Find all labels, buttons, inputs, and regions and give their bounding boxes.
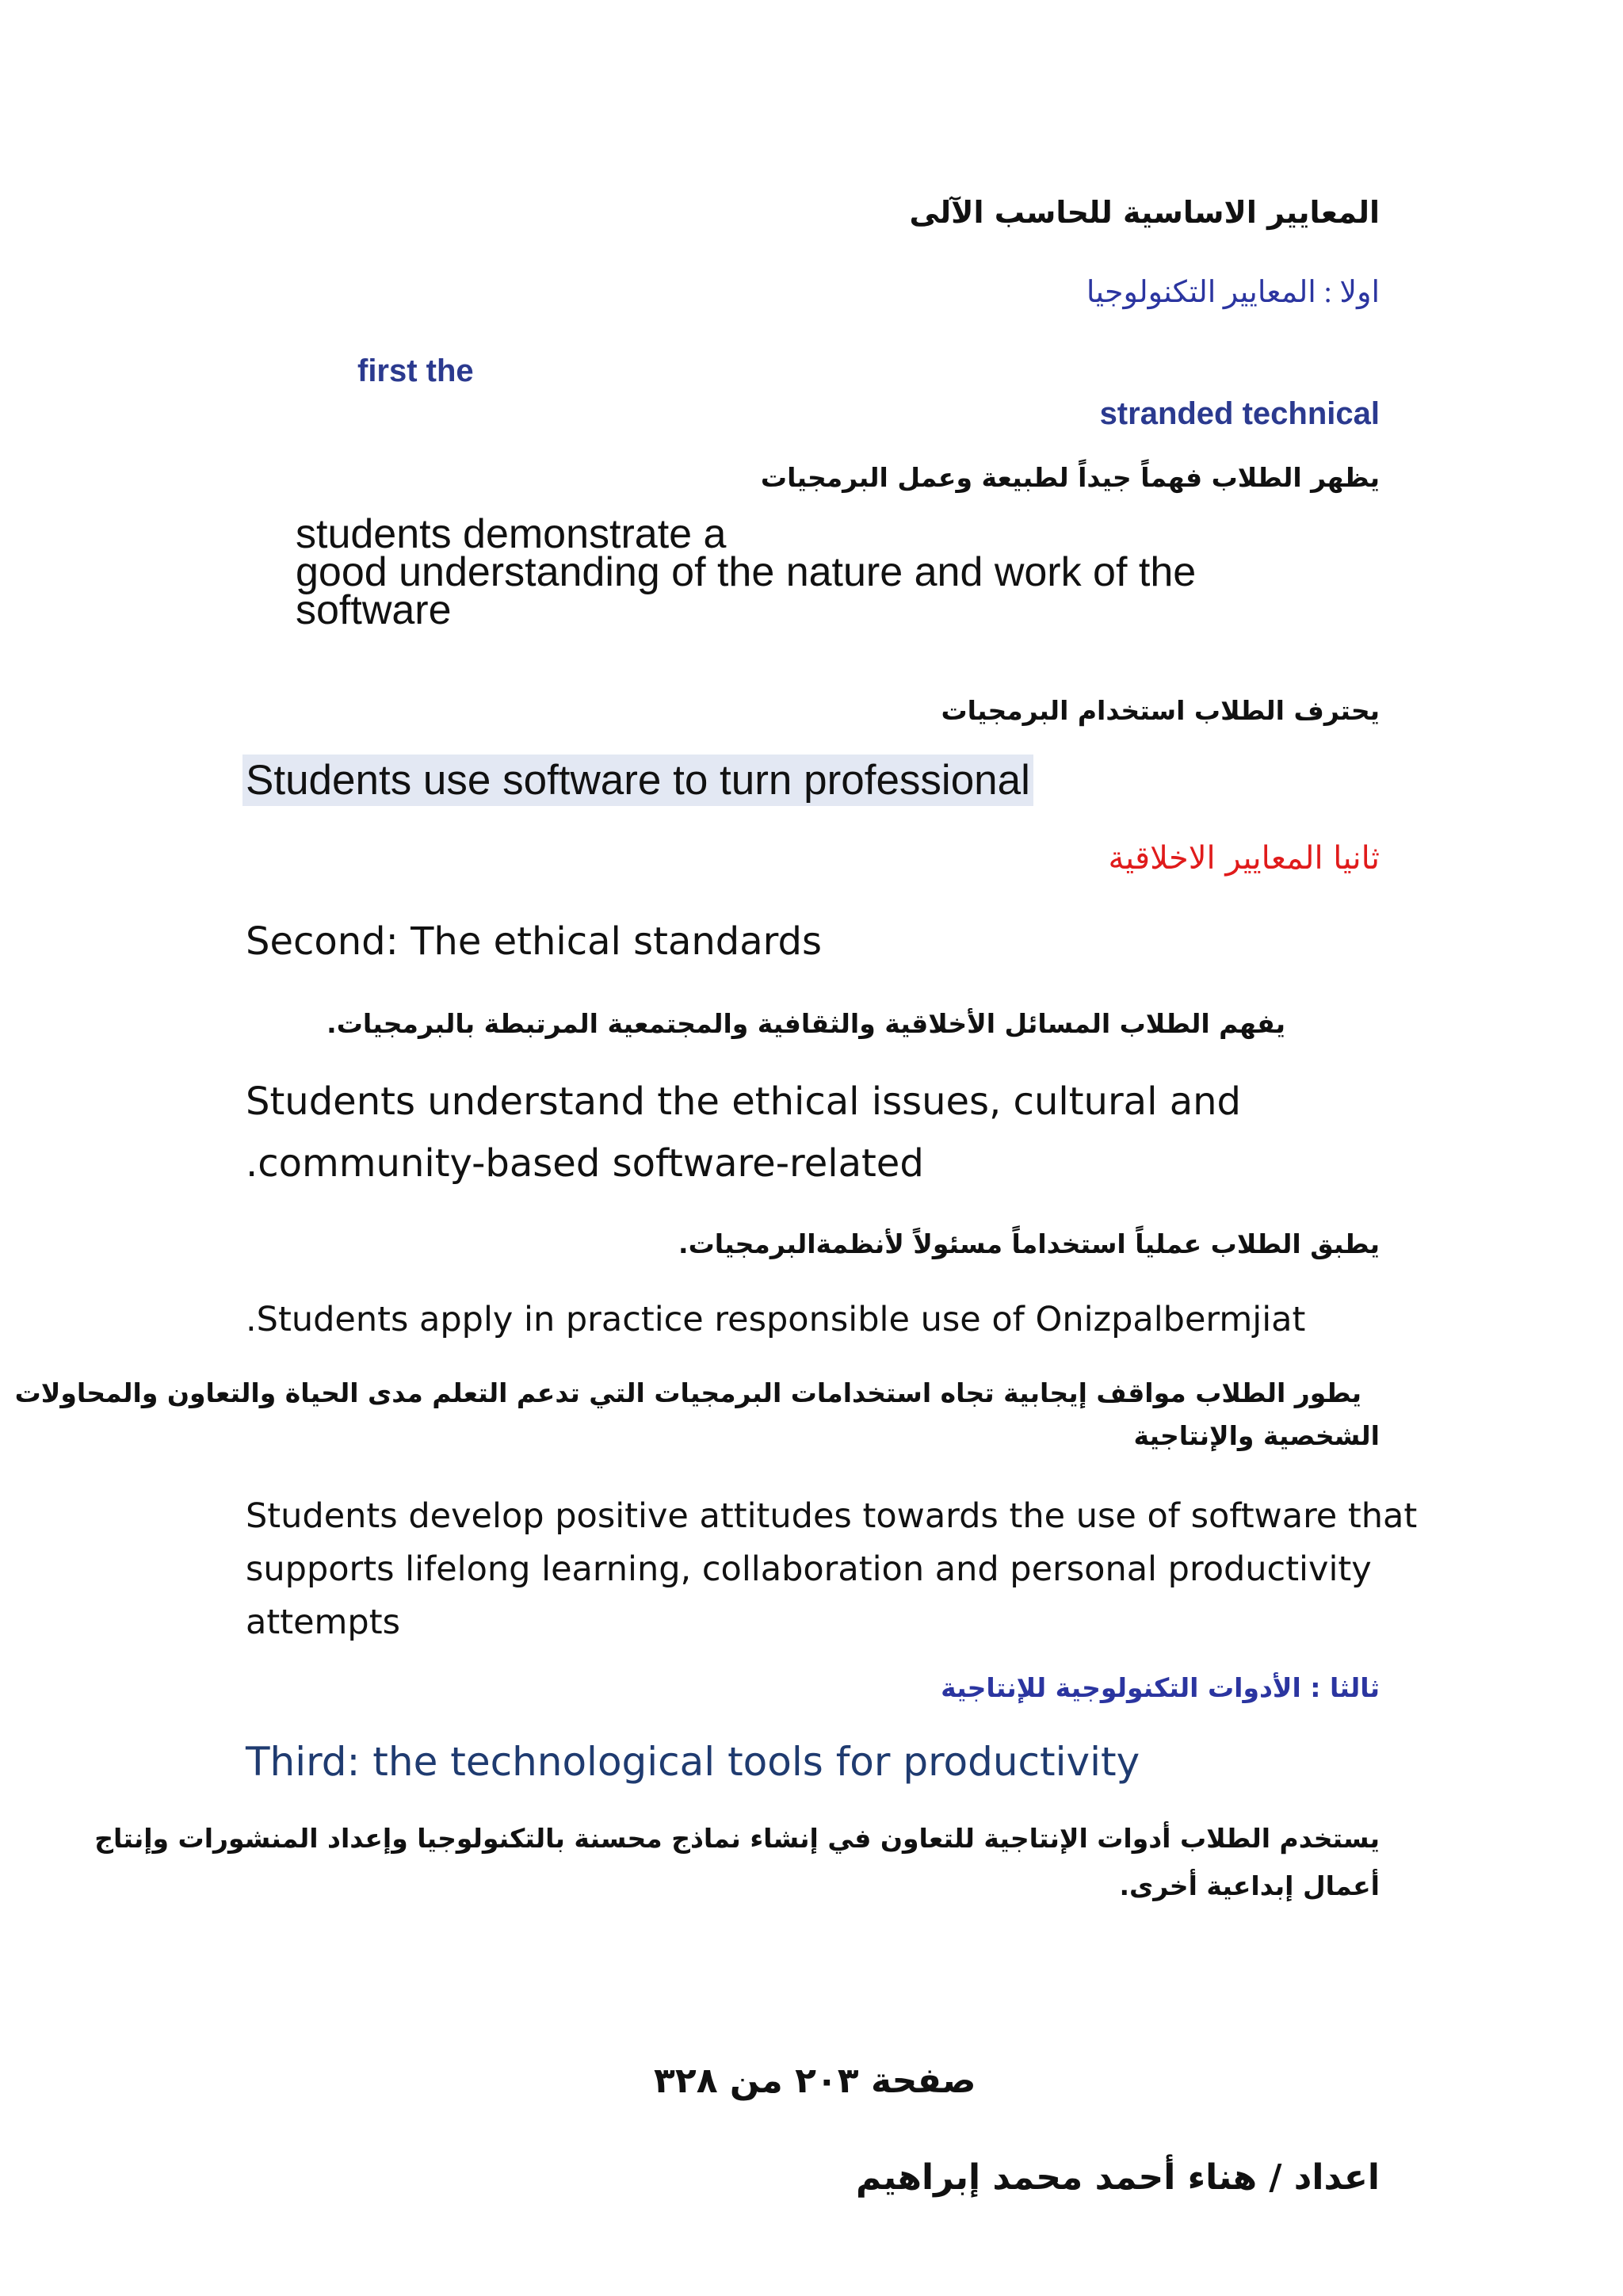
item2-arabic: يحترف الطلاب استخدام البرمجيات <box>941 695 1380 726</box>
page-number: صفحة ٢٠٣ من ٣٢٨ <box>654 2061 976 2101</box>
item4-english: .Students apply in practice responsible use of Onizpalbermjiat <box>246 1300 1306 1339</box>
section1-heading-english-part2: stranded technical <box>1099 396 1380 431</box>
item5-english-line: attempts <box>246 1603 400 1642</box>
section3-heading-arabic: ثالثا : الأدوات التكنولوجية للإنتاجية <box>941 1672 1380 1703</box>
item1-english-line: software <box>296 587 452 633</box>
section3-heading-english: Third: the technological tools for productivity <box>246 1739 1140 1785</box>
item4-arabic: يطبق الطلاب عملياً استخداماً مسئولاً لأنظمةالبرمجيات. <box>678 1228 1380 1259</box>
item3-arabic: يفهم الطلاب المسائل الأخلاقية والثقافية والمجتمعية المرتبطة بالبرمجيات. <box>327 1008 1285 1039</box>
item1-english-line: students demonstrate a <box>296 511 727 557</box>
item5-english-line: Students develop positive attitudes towards the use of software that <box>246 1496 1418 1536</box>
document-title: المعايير الاساسية للحاسب الآلى <box>909 195 1380 230</box>
item3-english-line: Students understand the ethical issues, cultural and <box>246 1079 1241 1124</box>
item1-english-line: good understanding of the nature and work of the <box>296 549 1197 595</box>
section1-heading-arabic: اولا : المعايير التكنولوجيا <box>1086 276 1380 309</box>
item6-arabic-line: أعمال إبداعية أخرى. <box>1119 1870 1380 1901</box>
section1-heading-english-part1: first the <box>357 353 474 388</box>
item2-english-highlighted: Students use software to turn professional <box>242 755 1033 806</box>
item1-arabic: يظهر الطلاب فهماً جيداً لطبيعة وعمل البرمجيات <box>760 462 1380 493</box>
item5-english-line: supports lifelong learning, collaboration and personal productivity <box>246 1549 1372 1589</box>
item1-english <box>296 511 1197 633</box>
item5-arabic-line: يطور الطلاب مواقف إيجابية تجاه استخدامات البرمجيات التي تدعم التعلم مدى الحياة والتعاون والمحاولات <box>14 1377 1361 1408</box>
item5-arabic-line: الشخصية والإنتاجية <box>1133 1420 1380 1451</box>
section2-heading-english: Second: The ethical standards <box>246 919 823 964</box>
section2-heading-arabic: ثانيا المعايير الاخلاقية <box>1108 840 1380 877</box>
item3-english-line: .community-based software-related <box>246 1141 924 1186</box>
item6-arabic-line: يستخدم الطلاب أدوات الإنتاجية للتعاون في إنشاء نماذج محسنة بالتكنولوجيا وإعداد المنشورات وإنتاج <box>94 1823 1380 1854</box>
author-credit: اعداد / هناء أحمد محمد إبراهيم <box>856 2157 1380 2198</box>
